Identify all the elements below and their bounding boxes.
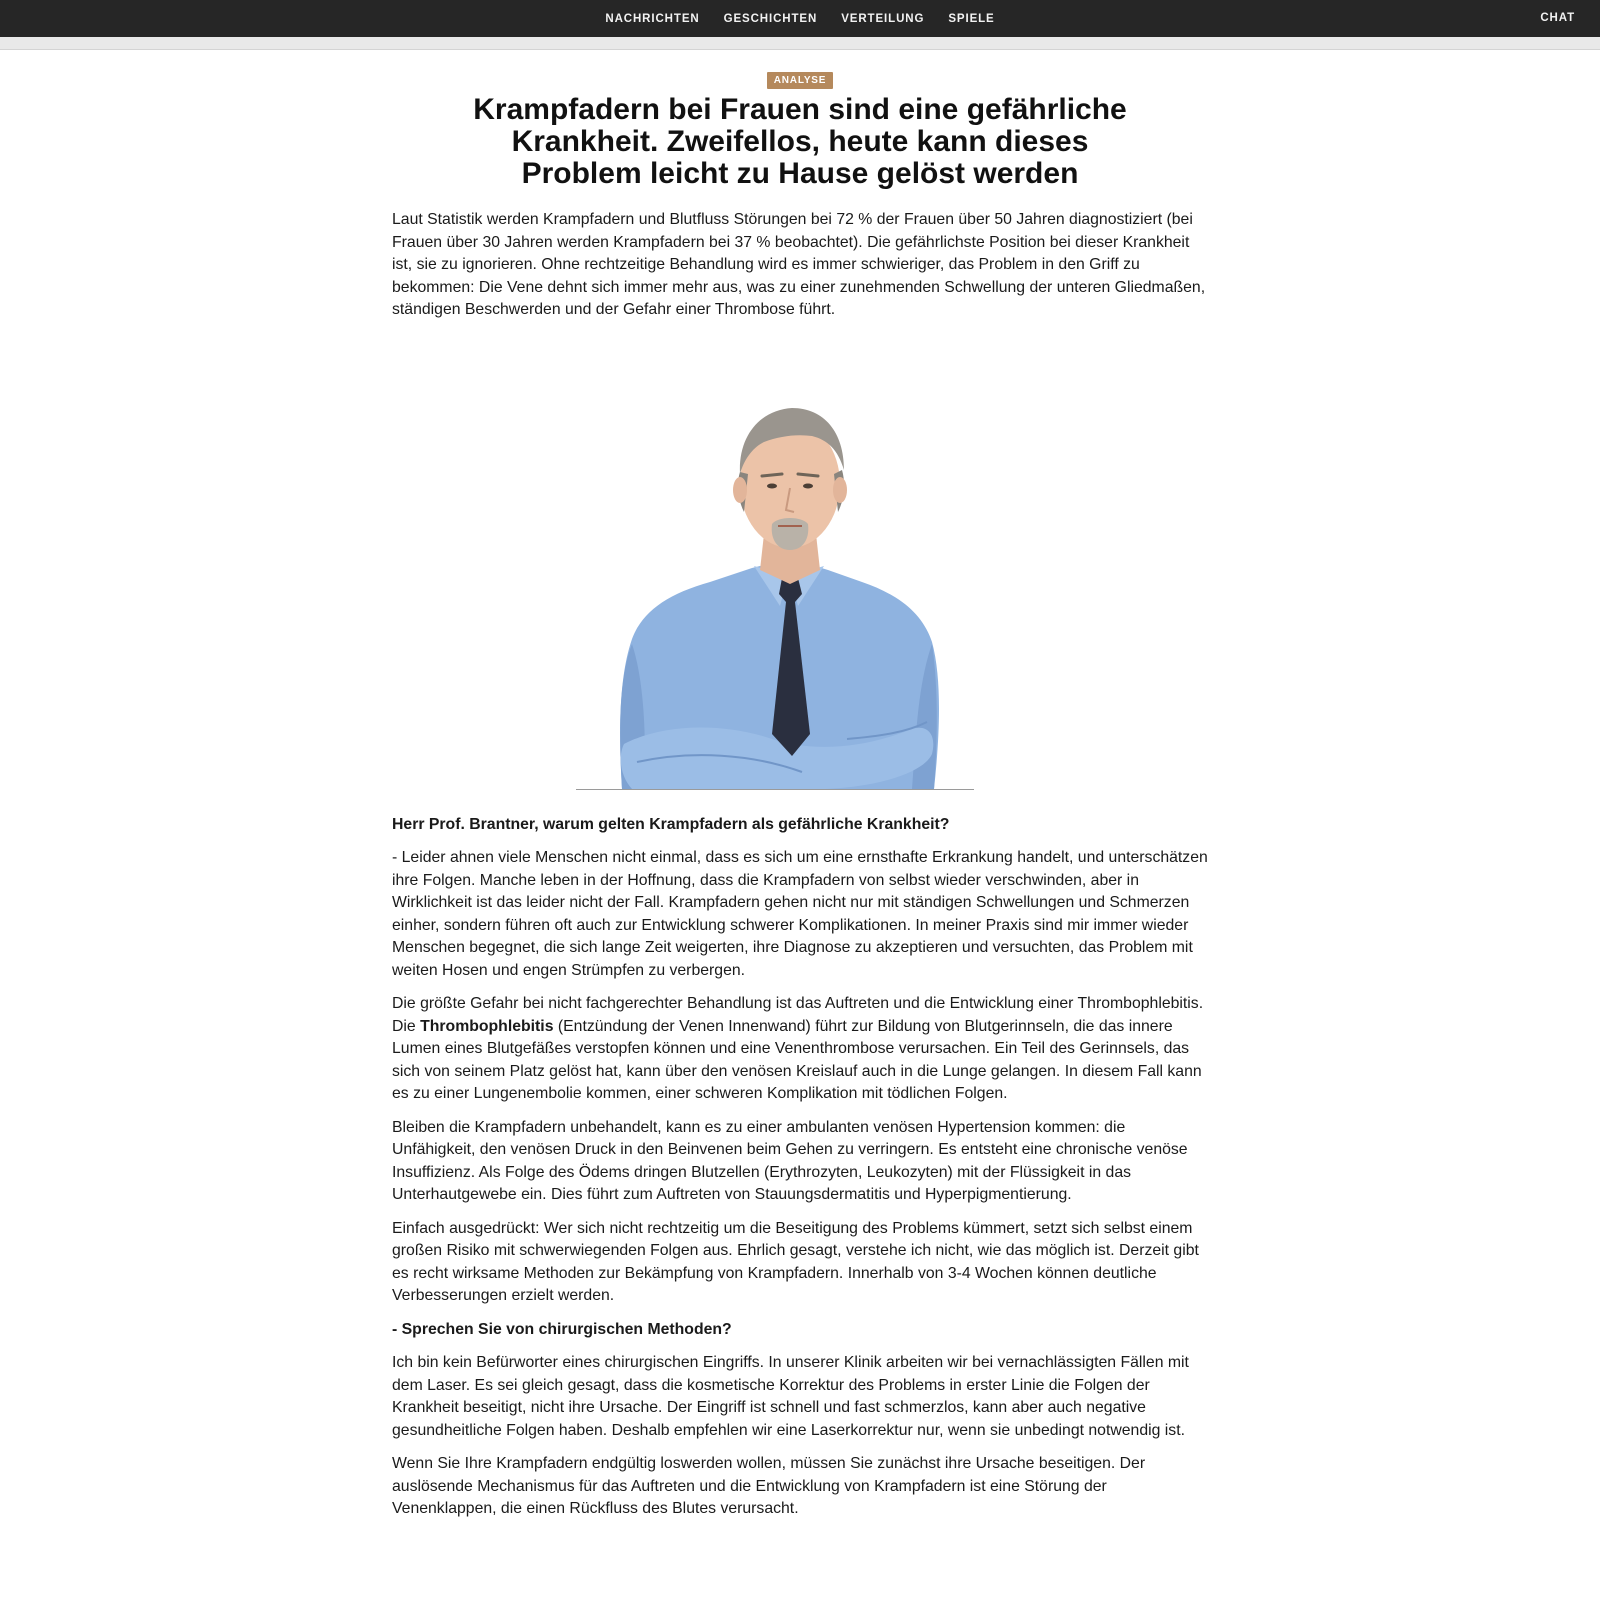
answer-paragraph-2 — [392, 993, 1208, 1106]
professor-portrait — [392, 344, 1208, 814]
nav-item-nachrichten[interactable]: NACHRICHTEN — [605, 12, 700, 25]
nav-item-verteilung[interactable]: VERTEILUNG — [841, 12, 925, 25]
nav-item-chat[interactable]: CHAT — [1540, 12, 1575, 24]
p2-text-before: Die größte Gefahr bei nicht fachgerechter Behandlung ist das Auftreten und die Entwicklung einer Thrombophlebitis. Die — [392, 995, 1204, 1035]
answer-paragraph-5: Ich bin kein Befürworter eines chirurgischen Eingriffs. In unserer Klinik arbeiten wir bei vernachlässigten Fällen mit dem Laser. Es sei gleich gesagt, dass die kosmetische Korrektur des Problems in erster Linie die Folgen der Krankheit beseitigt, nicht ihre Ursache. Der Eingriff ist schnell und fast schmerzlos, kann aber auch negative gesundheitliche Folgen haben. Deshalb empfehlen wir eine Laserkorrektur nur, wenn sie unbedingt notwendig ist. — [392, 1354, 1189, 1439]
answer-paragraph-3: Bleiben die Krampfadern unbehandelt, kann es zu einer ambulanten venösen Hypertension kommen: die Unfähigkeit, den venösen Druck in den Beinvenen beim Gehen zu verringern. Es entsteht eine chronische venöse Insuffizienz. Als Folge des Ödems dringen Blutzellen (Erythrozyten, Leukozyten) mit der Flüssigkeit in das Unterhautgewebe ein. Dies führt zum Auftreten von Stauungsdermatitis und Hyperpigmentierung. — [392, 1118, 1188, 1203]
interview-question-1: Herr Prof. Brantner, warum gelten Krampfadern als gefährliche Krankheit? — [392, 815, 950, 833]
image-baseline-divider — [576, 789, 974, 790]
category-badge-wrap — [392, 70, 1208, 87]
p2-bold-term: Thrombophlebitis — [420, 1017, 554, 1035]
answer-paragraph-1: - Leider ahnen viele Menschen nicht einmal, dass es sich um eine ernsthafte Erkrankung handelt, und unterschätzen ihre Folgen. Manche leben in der Hoffnung, dass die Krampfadern von selbst wieder verschwinden, aber in Wirklichkeit ist das leider nicht der Fall. Krampfadern gehen nicht nur mit ständigen Schwellungen und Schmerzen einher, sondern führen oft auch zur Entwicklung schwerer Komplikationen. In meiner Praxis sind mir immer wieder Menschen begegnet, die sich lange Zeit weigerten, ihre Diagnose zu akzeptieren und versuchten, das Problem mit weiten Hosen und engen Strümpfen zu verbergen. — [392, 849, 1208, 979]
nav-item-geschichten[interactable]: GESCHICHTEN — [723, 12, 818, 25]
interview-question-2: - Sprechen Sie von chirurgischen Methoden? — [392, 1320, 732, 1338]
article-image-professor — [392, 344, 1208, 814]
top-navigation-bar — [0, 0, 1600, 37]
answer-paragraph-6: Wenn Sie Ihre Krampfadern endgültig loswerden wollen, müssen Sie zunächst ihre Ursache beseitigen. Der auslösende Mechanismus für das Auftreten und die Entwicklung von Krampfadern ist eine Störung der Venenklappen, die einen Rückfluss des Blutes verursacht. — [392, 1455, 1146, 1517]
answer-paragraph-4: Einfach ausgedrückt: Wer sich nicht rechtzeitig um die Beseitigung des Problems kümmert, setzt sich selbst einem großen Risiko mit schwerwiegenden Folgen aus. Ehrlich gesagt, verstehe ich nicht, wie das möglich ist. Derzeit gibt es recht wirksame Methoden zur Bekämpfung von Krampfadern. Innerhalb von 3-4 Wochen können deutliche Verbesserungen erzielt werden. — [392, 1219, 1199, 1304]
main-nav — [0, 0, 1600, 37]
p2-text-after: (Entzündung der Venen Innenwand) führt zur Bildung von Blutgerinnseln, die das innere Lumen eines Blutgefäßes verstopfen können und eine Venenthrombose verursachen. Ein Teil des Gerinnsels, das sich von seinem Platz gelöst hat, kann über den venösen Kreislauf auch in die Lunge gelangen. In diesem Fall kann es zu einer Lungenembolie kommen, einer schweren Komplikation mit tödlichen Folgen. — [392, 1017, 1202, 1102]
sub-header-strip — [0, 37, 1600, 50]
article — [392, 50, 1208, 1532]
article-title: Krampfadern bei Frauen sind eine gefährliche Krankheit. Zweifellos, heute kann dieses Problem leicht zu Hause gelöst werden — [473, 93, 1127, 190]
nav-item-spiele[interactable]: SPIELE — [948, 12, 995, 25]
category-badge[interactable]: ANALYSE — [767, 72, 833, 89]
intro-paragraph: Laut Statistik werden Krampfadern und Blutfluss Störungen bei 72 % der Frauen über 50 Jahren diagnostiziert (bei Frauen über 30 Jahren werden Krampfadern bei 37 % beobachtet). Die gefährlichste Position bei dieser Krankheit ist, sie zu ignorieren. Ohne rechtzeitige Behandlung wird es immer schwieriger, das Problem in den Griff zu bekommen: Die Vene dehnt sich immer mehr aus, was zu einer zunehmenden Schwellung der unteren Gliedmaßen, ständigen Beschwerden und der Gefahr einer Thrombose führt. — [392, 211, 1206, 318]
